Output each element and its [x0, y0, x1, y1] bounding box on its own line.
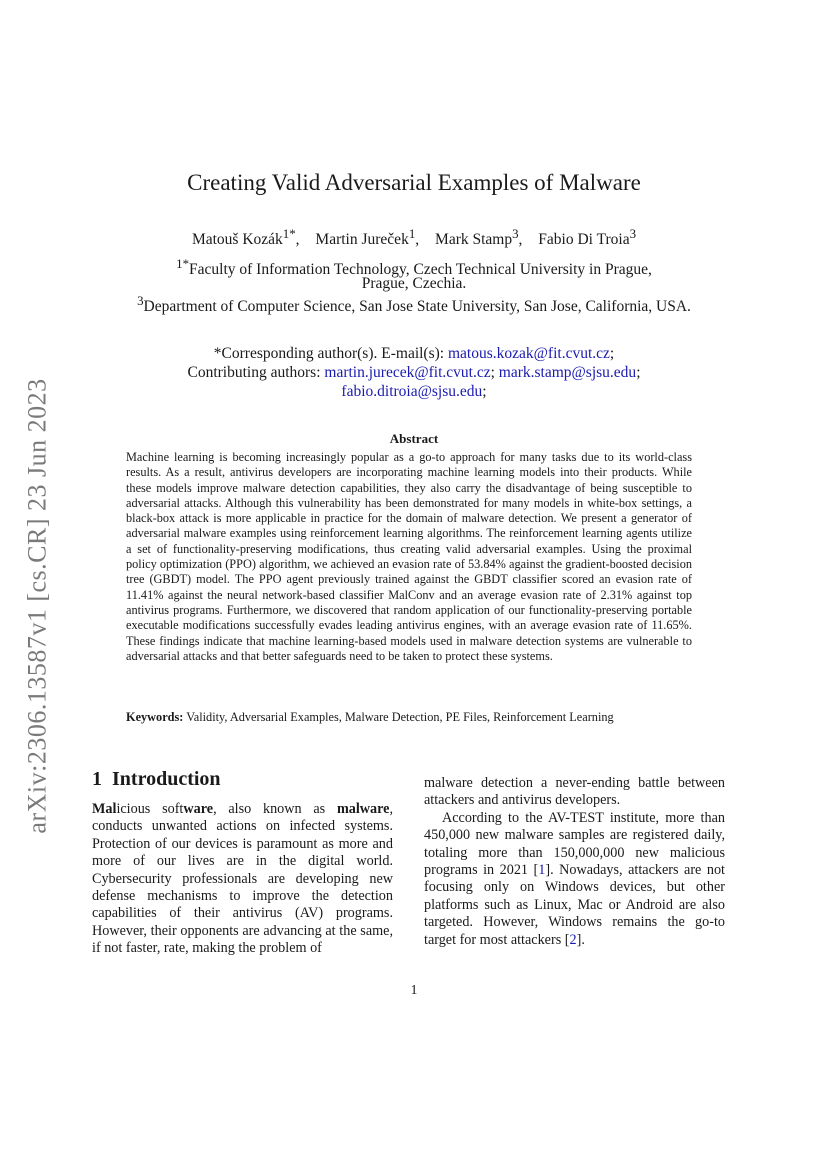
author: Matouš Kozák$^{1*}$,: [191, 226, 300, 249]
affiliation-1-city: [0, 275, 828, 293]
author-list: [0, 226, 828, 249]
body-text: ].: [576, 931, 585, 948]
affiliation-text: Faculty of Information Technology, Czech Technical University in Prague,: [189, 261, 652, 279]
section-heading: [92, 768, 221, 791]
author-name: Mark Stamp: [435, 231, 513, 249]
keywords: [126, 710, 706, 725]
email-link[interactable]: martin.jurecek@fit.cvut.cz: [324, 364, 491, 381]
author-name: Martin Jureček: [315, 231, 409, 249]
abstract-text: Machine learning is becoming increasingly popular as a go-to approach for many tasks due to its world-class results. As a result, antivirus developers are incorporating machine learning models into their products. While these models improve malware detection capabilities, they also carry the disadvantage of being susceptible to adversarial attacks. Although this vulnerability has been demonstrated for many models in white-box settings, a black-box attack is more applicable in practice for the domain of malware detection. We present a generator of adversarial malware examples using reinforcement learning algorithms. The reinforcement learning agents utilize a set of functionality-preserving modifications, thus creating valid adversarial examples. Using the proximal policy optimization (PPO) algorithm, we achieved an evasion rate of 53.84% against the gradient-boosted decision tree (GBDT) model. The PPO agent previously trained against the GBDT classifier scored an evasion rate of 11.41% against the neural network-based classifier MalConv and an average evasion rate of 2.31% against top antivirus programs. Furthermore, we discovered that random application of our functionality-preserving portable executable modifications successfully evades leading antivirus engines, with an average evasion rate of 11.65%. These findings indicate that machine learning-based models used in malware detection systems are vulnerable to adversarial attacks and that better safeguards need to be taken to protect these systems.: [126, 450, 692, 663]
author-name: Matouš Kozák: [191, 231, 283, 249]
affiliation-mark: 3: [137, 293, 144, 308]
affiliation-3: [0, 293, 828, 316]
section-number: 1: [92, 768, 102, 790]
bold-term: Mal: [92, 801, 117, 817]
section-title-text: Introduction: [112, 768, 221, 790]
bold-term: ware: [183, 801, 214, 817]
right-column: [424, 775, 725, 949]
body-text: , also known as: [213, 801, 337, 817]
corresponding-author: *Corresponding author(s). E-mail(s): matous.kozak@fit.cvut.cz;: [213, 345, 615, 362]
body-paragraph: [424, 810, 725, 949]
page-number: 1: [410, 983, 418, 998]
affiliation-text: Prague, Czechia.: [361, 275, 467, 292]
author: Mark Stamp$^3$,: [435, 226, 523, 249]
keywords-label: Keywords:: [126, 710, 184, 724]
author-affiliation-mark: 1: [408, 226, 416, 241]
corresponding-label: *Corresponding author(s). E-mail(s):: [213, 345, 448, 362]
author-affiliation-mark: 1*: [282, 226, 296, 241]
bold-term: malware: [336, 801, 390, 817]
affiliation-mark: 1*: [176, 256, 190, 271]
citation-link[interactable]: 2: [569, 931, 577, 948]
contributing-authors: Contributing authors: martin.jurecek@fit.cvut.cz; mark.stamp@sjsu.edu;: [187, 364, 641, 381]
author-affiliation-mark: 3: [512, 226, 519, 241]
arxiv-stamp-text: arXiv:2306.13587v1 [cs.CR] 23 Jun 2023: [23, 378, 53, 834]
author-name: Fabio Di Troia: [538, 231, 630, 249]
author: Martin Jureček$^1$,: [315, 226, 420, 249]
body-text: , conducts unwanted actions on infected systems. Protection of our devices is paramount as more and more of our lives are in the digital world. Cybersecurity professionals are developing new defense mechanisms to improve the detection capabilities of their antivirus (AV) programs. However, their opponents are advancing at the same, if not faster, rate, making the problem of: [92, 801, 394, 957]
intro-paragraph: [92, 801, 393, 958]
email-link[interactable]: matous.kozak@fit.cvut.cz: [447, 345, 610, 362]
body-paragraph: malware detection a never-ending battle between attackers and antivirus developers.: [424, 775, 725, 809]
author-affiliation-mark: 3: [629, 226, 637, 241]
citation-link[interactable]: 1: [538, 862, 546, 879]
email-link[interactable]: mark.stamp@sjsu.edu: [498, 364, 637, 381]
body-text: According to the AV-TEST institute, more than 450,000 new malware samples are registered daily, totaling more than 150,000,000 new malicious programs in 2021 [: [424, 809, 725, 879]
affiliation-text: Department of Computer Science, San Jose State University, San Jose, California, USA.: [143, 298, 691, 316]
abstract-heading: Abstract: [389, 431, 439, 446]
body-text: ]. Nowadays, attackers are not focusing only on Windows devices, but other platforms such as Linux, Mac or Android are also targeted. However, Windows remains the go-to target for most attackers [: [424, 862, 725, 948]
contributing-authors-cont: fabio.ditroia@sjsu.edu;: [341, 383, 487, 400]
contributing-label: Contributing authors:: [187, 364, 325, 381]
author: [538, 226, 637, 249]
paper-title: Creating Valid Adversarial Examples of Malware: [187, 170, 641, 195]
body-text: icious soft: [116, 801, 184, 817]
left-column: [92, 801, 393, 958]
email-link[interactable]: fabio.ditroia@sjsu.edu: [341, 383, 483, 400]
keywords-text: Validity, Adversarial Examples, Malware Detection, PE Files, Reinforcement Learning: [183, 710, 614, 724]
